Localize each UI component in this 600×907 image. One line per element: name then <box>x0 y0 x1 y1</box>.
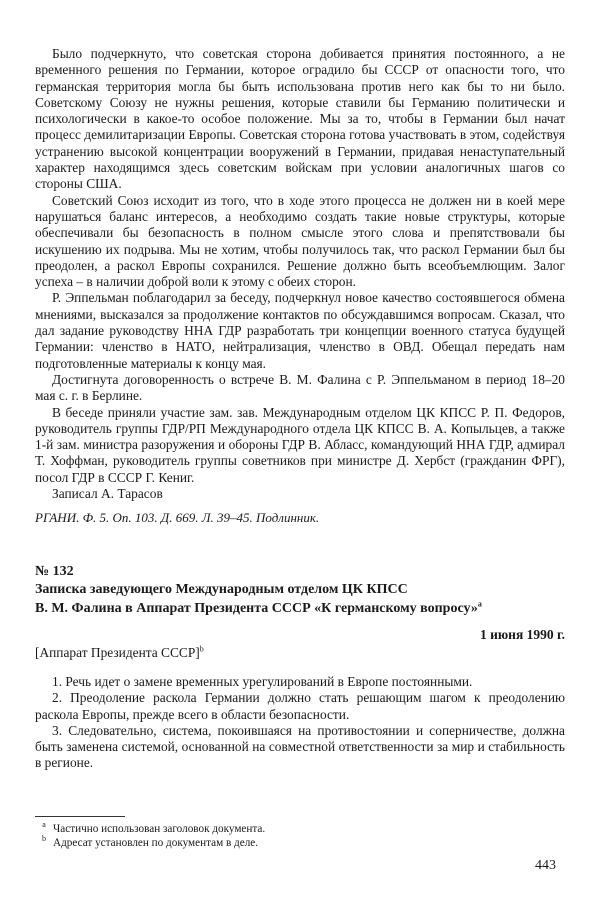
archive-source: РГАНИ. Ф. 5. Оп. 103. Д. 669. Л. 39–45. Подлинник. <box>35 510 320 525</box>
item-1: 1. Речь идет о замене временных урегулирований в Европе постоянными. <box>52 674 473 689</box>
document-title-line-2 <box>35 599 565 618</box>
item-2: 2. Преодоление раскола Германии должно стать решающим шагом к преодолению раскола Европы, прежде всего в области безопасности. <box>35 690 565 722</box>
item-3: 3. Следовательно, система, покоившаяся на противостоянии и соперничестве, должна быть заменена системой, основанной на совместной ответственности за мир и стабильность в регионе. <box>35 722 565 771</box>
document-date: 1 июня 1990 г. <box>479 627 565 642</box>
footnote-separator <box>35 816 125 817</box>
document-items <box>35 674 565 772</box>
document-header <box>35 563 565 618</box>
paragraph-1: Было подчеркнуто, что советская сторона добивается принятия постоянного, а не временного решения по Германии, которое оградило бы СССР от опасности того, что германская территория могла бы быть использована против него как бы то ни было. Советскому Союзу не нужны решения, которые ставили бы Германию политически и психологически в какое-то особое положение. Мы за то, чтобы в Германии был начат процесс демилитаризации Европы. Советская сторона готова участвовать в этом, содействуя устранению высокой концентрации вооружений в Германии, придавая ненаступательный характер находящимся здесь советским войскам при условии аналогичных шагов со стороны США. <box>35 46 565 192</box>
page-number: 443 <box>535 858 556 873</box>
paragraph-3: Р. Эппельман поблагодарил за беседу, подчеркнул новое качество состоявшегося обмена мнениями, высказался за продолжение контактов по обсуждавшимся вопросам. Сказал, что дал задание руководству ННА ГДР разработать три концепции военного статуса будущей Германии: членство в НАТО, нейтрализация, членство в ОВД. Обещал передать нам подготовленные материалы к концу мая. <box>35 290 565 371</box>
document-number: № 132 <box>35 564 74 579</box>
addressee-footnote-mark: b <box>199 644 204 654</box>
document-title-line-1: Записка заведующего Международным отделом ЦК КПСС <box>35 582 408 597</box>
document-title-text: В. М. Фалина в Аппарат Президента СССР «К германскому вопросу» <box>35 601 478 616</box>
title-footnote-mark: а <box>477 599 482 609</box>
signature-line: Записал А. Тарасов <box>52 486 163 502</box>
paragraph-5: В беседе приняли участие зам. зав. Международным отделом ЦК КПСС Р. П. Федоров, руководитель группы ГДР/РП Международного отдела ЦК КПСС В. А. Копыльцев, а также 1-й зам. министра разоружения и обороны ГДР В. Абласс, командующий ННА ГДР, адмирал Т. Хоффман, руководитель группы советников при министре Д. Хербст (гражданин ФРГ), посол ГДР в СССР Г. Кениг. <box>35 404 565 485</box>
report-body <box>35 46 565 502</box>
footnote-a-text: Частично использован заголовок документа. <box>53 823 266 835</box>
addressee <box>35 645 565 661</box>
footnote-b: b Адресат установлен по документам в деле. <box>42 834 259 849</box>
addressee-text: [Аппарат Президента СССР] <box>35 645 200 660</box>
paragraph-2: Советский Союз исходит из того, что в ходе этого процесса не должен ни в коей мере нарушаться баланс интересов, а необходимо создать такие новые структуры, которые обеспечивали бы безопасность в полном смысле этого слова и препятствовали бы искушению их подрыва. Мы не хотим, чтобы получилось так, что раскол Германии был бы преодолен, а раскол Европы сохранился. Решение должно быть всеобъемлющим. Залог успеха – в наличии доброй воли к этому с обеих сторон. <box>35 192 565 290</box>
footnote-b-text: Адресат установлен по документам в деле. <box>53 837 259 849</box>
paragraph-4: Достигнута договоренность о встрече В. М. Фалина с Р. Эппельманом в период 18–20 мая с. г. в Берлине. <box>35 371 565 404</box>
footnote-a: a Частично использован заголовок документа. <box>42 820 266 835</box>
